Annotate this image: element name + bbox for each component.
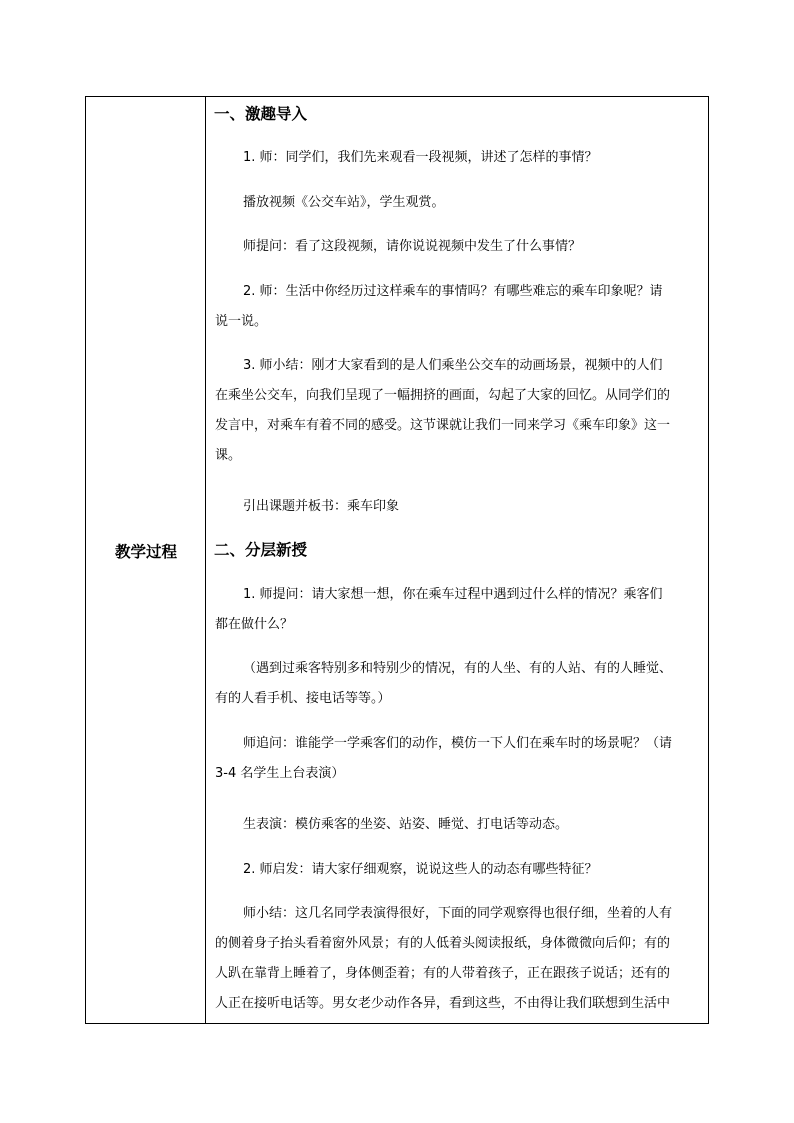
paragraph: 有的人看手机、接电话等等。） bbox=[215, 691, 391, 706]
row-label-cell bbox=[86, 97, 206, 1023]
content-cell bbox=[207, 97, 708, 1023]
paragraph: 人趴在靠背上睡着了，身体侧歪着；有的人带着孩子，正在跟孩子说话；还有的 bbox=[215, 966, 671, 981]
paragraph: 1. 师提问：请大家想一想，你在乘车过程中遇到过什么样的情况？乘客们 bbox=[243, 587, 663, 602]
paragraph: 师追问：谁能学一学乘客们的动作，模仿一下人们在乘车时的场景呢？（请 bbox=[243, 736, 673, 751]
paragraph: 2. 师启发：请大家仔细观察，说说这些人的动态有哪些特征？ bbox=[243, 862, 598, 877]
paragraph: 课。 bbox=[215, 448, 242, 463]
section-heading-2: 二、分层新授 bbox=[214, 541, 308, 559]
paragraph: （遇到过乘客特别多和特别少的情况，有的人坐、有的人站、有的人睡觉、 bbox=[243, 661, 673, 676]
lesson-plan-table bbox=[85, 96, 709, 1024]
paragraph: 师提问：看了这段视频，请你说说视频中发生了什么事情？ bbox=[243, 239, 582, 254]
paragraph: 师小结：这几名同学表演得很好，下面的同学观察得也很仔细，坐着的人有 bbox=[243, 906, 673, 921]
paragraph: 1. 师：同学们，我们先来观看一段视频，讲述了怎样的事情？ bbox=[243, 150, 598, 165]
paragraph: 引出课题并板书：乘车印象 bbox=[243, 499, 400, 514]
paragraph: 生表演：模仿乘客的坐姿、站姿、睡觉、打电话等动态。 bbox=[243, 817, 569, 832]
paragraph: 都在做什么？ bbox=[215, 617, 294, 632]
paragraph: 3. 师小结：刚才大家看到的是人们乘坐公交车的动画场景，视频中的人们 bbox=[243, 358, 663, 373]
paragraph: 3-4 名学生上台表演） bbox=[215, 766, 345, 781]
paragraph: 人正在接听电话等。男女老少动作各异，看到这些，不由得让我们联想到生活中 bbox=[215, 996, 671, 1011]
section-heading-1: 一、激趣导入 bbox=[214, 105, 308, 123]
row-label: 教学过程 bbox=[114, 543, 177, 561]
paragraph: 2. 师：生活中你经历过这样乘车的事情吗？有哪些难忘的乘车印象呢？请 bbox=[243, 284, 663, 299]
paragraph: 播放视频《公交车站》，学生观赏。 bbox=[243, 195, 445, 210]
paragraph: 的侧着身子抬头看着窗外风景；有的人低着头阅读报纸，身体微微向后仰；有的 bbox=[215, 936, 671, 951]
paragraph: 在乘坐公交车，向我们呈现了一幅拥挤的画面，勾起了大家的回忆。从同学们的 bbox=[215, 388, 671, 403]
paragraph: 说一说。 bbox=[215, 314, 268, 329]
paragraph: 发言中，对乘车有着不同的感受。这节课就让我们一同来学习《乘车印象》这一 bbox=[215, 418, 671, 433]
